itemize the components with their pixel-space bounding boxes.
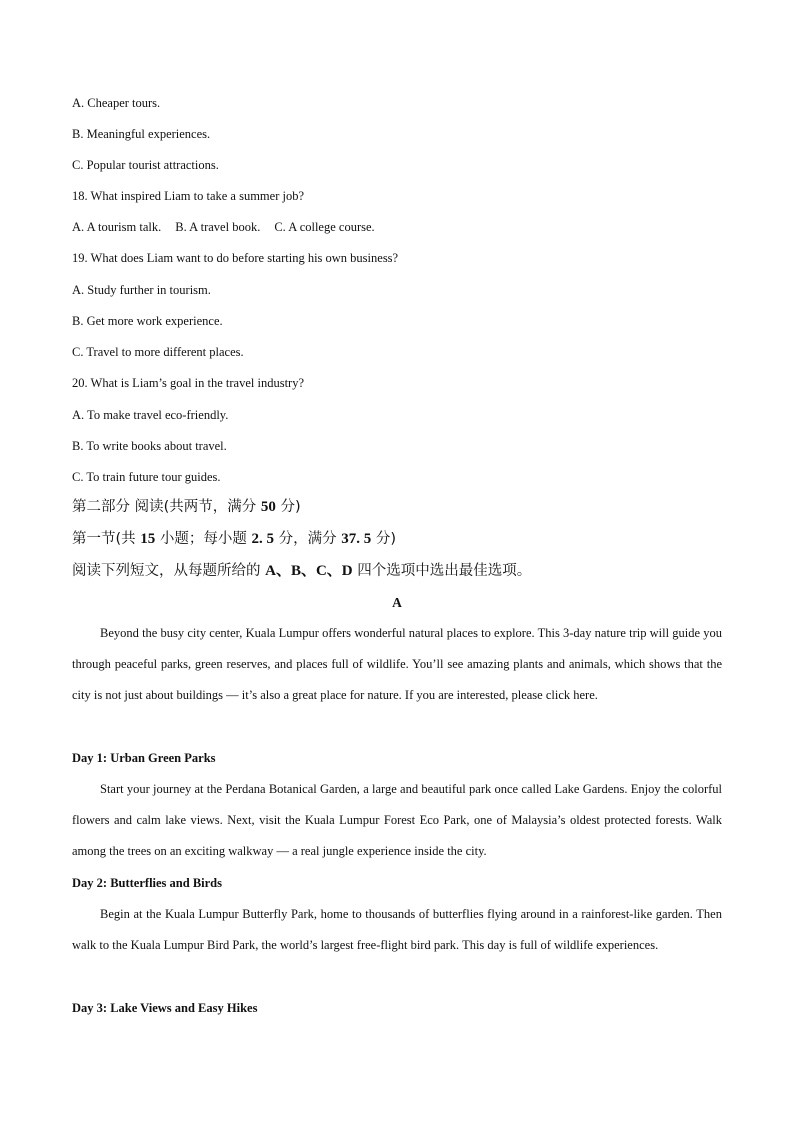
q18-question: 18. What inspired Liam to take a summer job? [72,189,305,203]
part-two-title: 第二部分 阅读(共两节，满分 50 分) [72,499,301,515]
q18-options [72,219,375,235]
passage-intro: Beyond the busy city center, Kuala Lumpur offers wonderful natural places to explore. This 3-day nature trip will guide you through peaceful parks, green reserves, and places full of wildlife. You’ll see amazing plants and animals, which shows that the city is not just about buildings — it’s also a great place for nature. If you are interested, please click here. [72,626,722,702]
q17-option-c: C. Popular tourist attractions. [72,158,219,172]
q20-option-b: B. To write books about travel. [72,439,227,453]
q20-option-a: A. To make travel eco-friendly. [72,408,229,422]
reading-instruction: 阅读下列短文，从每题所给的 A、B、C、D 四个选项中选出最佳选项。 [72,563,532,579]
q19-option-b: B. Get more work experience. [72,314,223,328]
q20-question: 20. What is Liam’s goal in the travel industry? [72,376,305,390]
q18-option-b: B. A travel book. [175,220,261,234]
day1-text: Start your journey at the Perdana Botanical Garden, a large and beautiful park once called Lake Gardens. Enjoy the colorful flowers and calm lake views. Next, visit the Kuala Lumpur Forest Eco Park, one of Malaysia’s oldest protected forests. Walk among the trees on an exciting walkway — a real jungle experience inside the city. [72,782,722,858]
day2-title: Day 2: Butterflies and Birds [72,876,222,890]
q17-option-b: B. Meaningful experiences. [72,127,211,141]
q19-option-a: A. Study further in tourism. [72,283,211,297]
q19-option-c: C. Travel to more different places. [72,345,244,359]
q17-option-a: A. Cheaper tours. [72,96,161,110]
day1-title: Day 1: Urban Green Parks [72,751,216,765]
day2-text: Begin at the Kuala Lumpur Butterfly Park, home to thousands of butterflies flying around in a rainforest-like garden. Then walk to the Kuala Lumpur Bird Park, the world’s largest free-flight bird park. This day is full of wildlife experiences. [72,907,722,952]
section-one-title: 第一节(共 15 小题；每小题 2. 5 分，满分 37. 5 分) [72,531,396,547]
q19-question: 19. What does Liam want to do before starting his own business? [72,251,399,265]
q20-option-c: C. To train future tour guides. [72,470,221,484]
q18-option-a: A. A tourism talk. [72,220,162,234]
passage-label: A [392,595,402,610]
day3-title: Day 3: Lake Views and Easy Hikes [72,1001,258,1015]
q18-option-c: C. A college course. [274,220,375,234]
